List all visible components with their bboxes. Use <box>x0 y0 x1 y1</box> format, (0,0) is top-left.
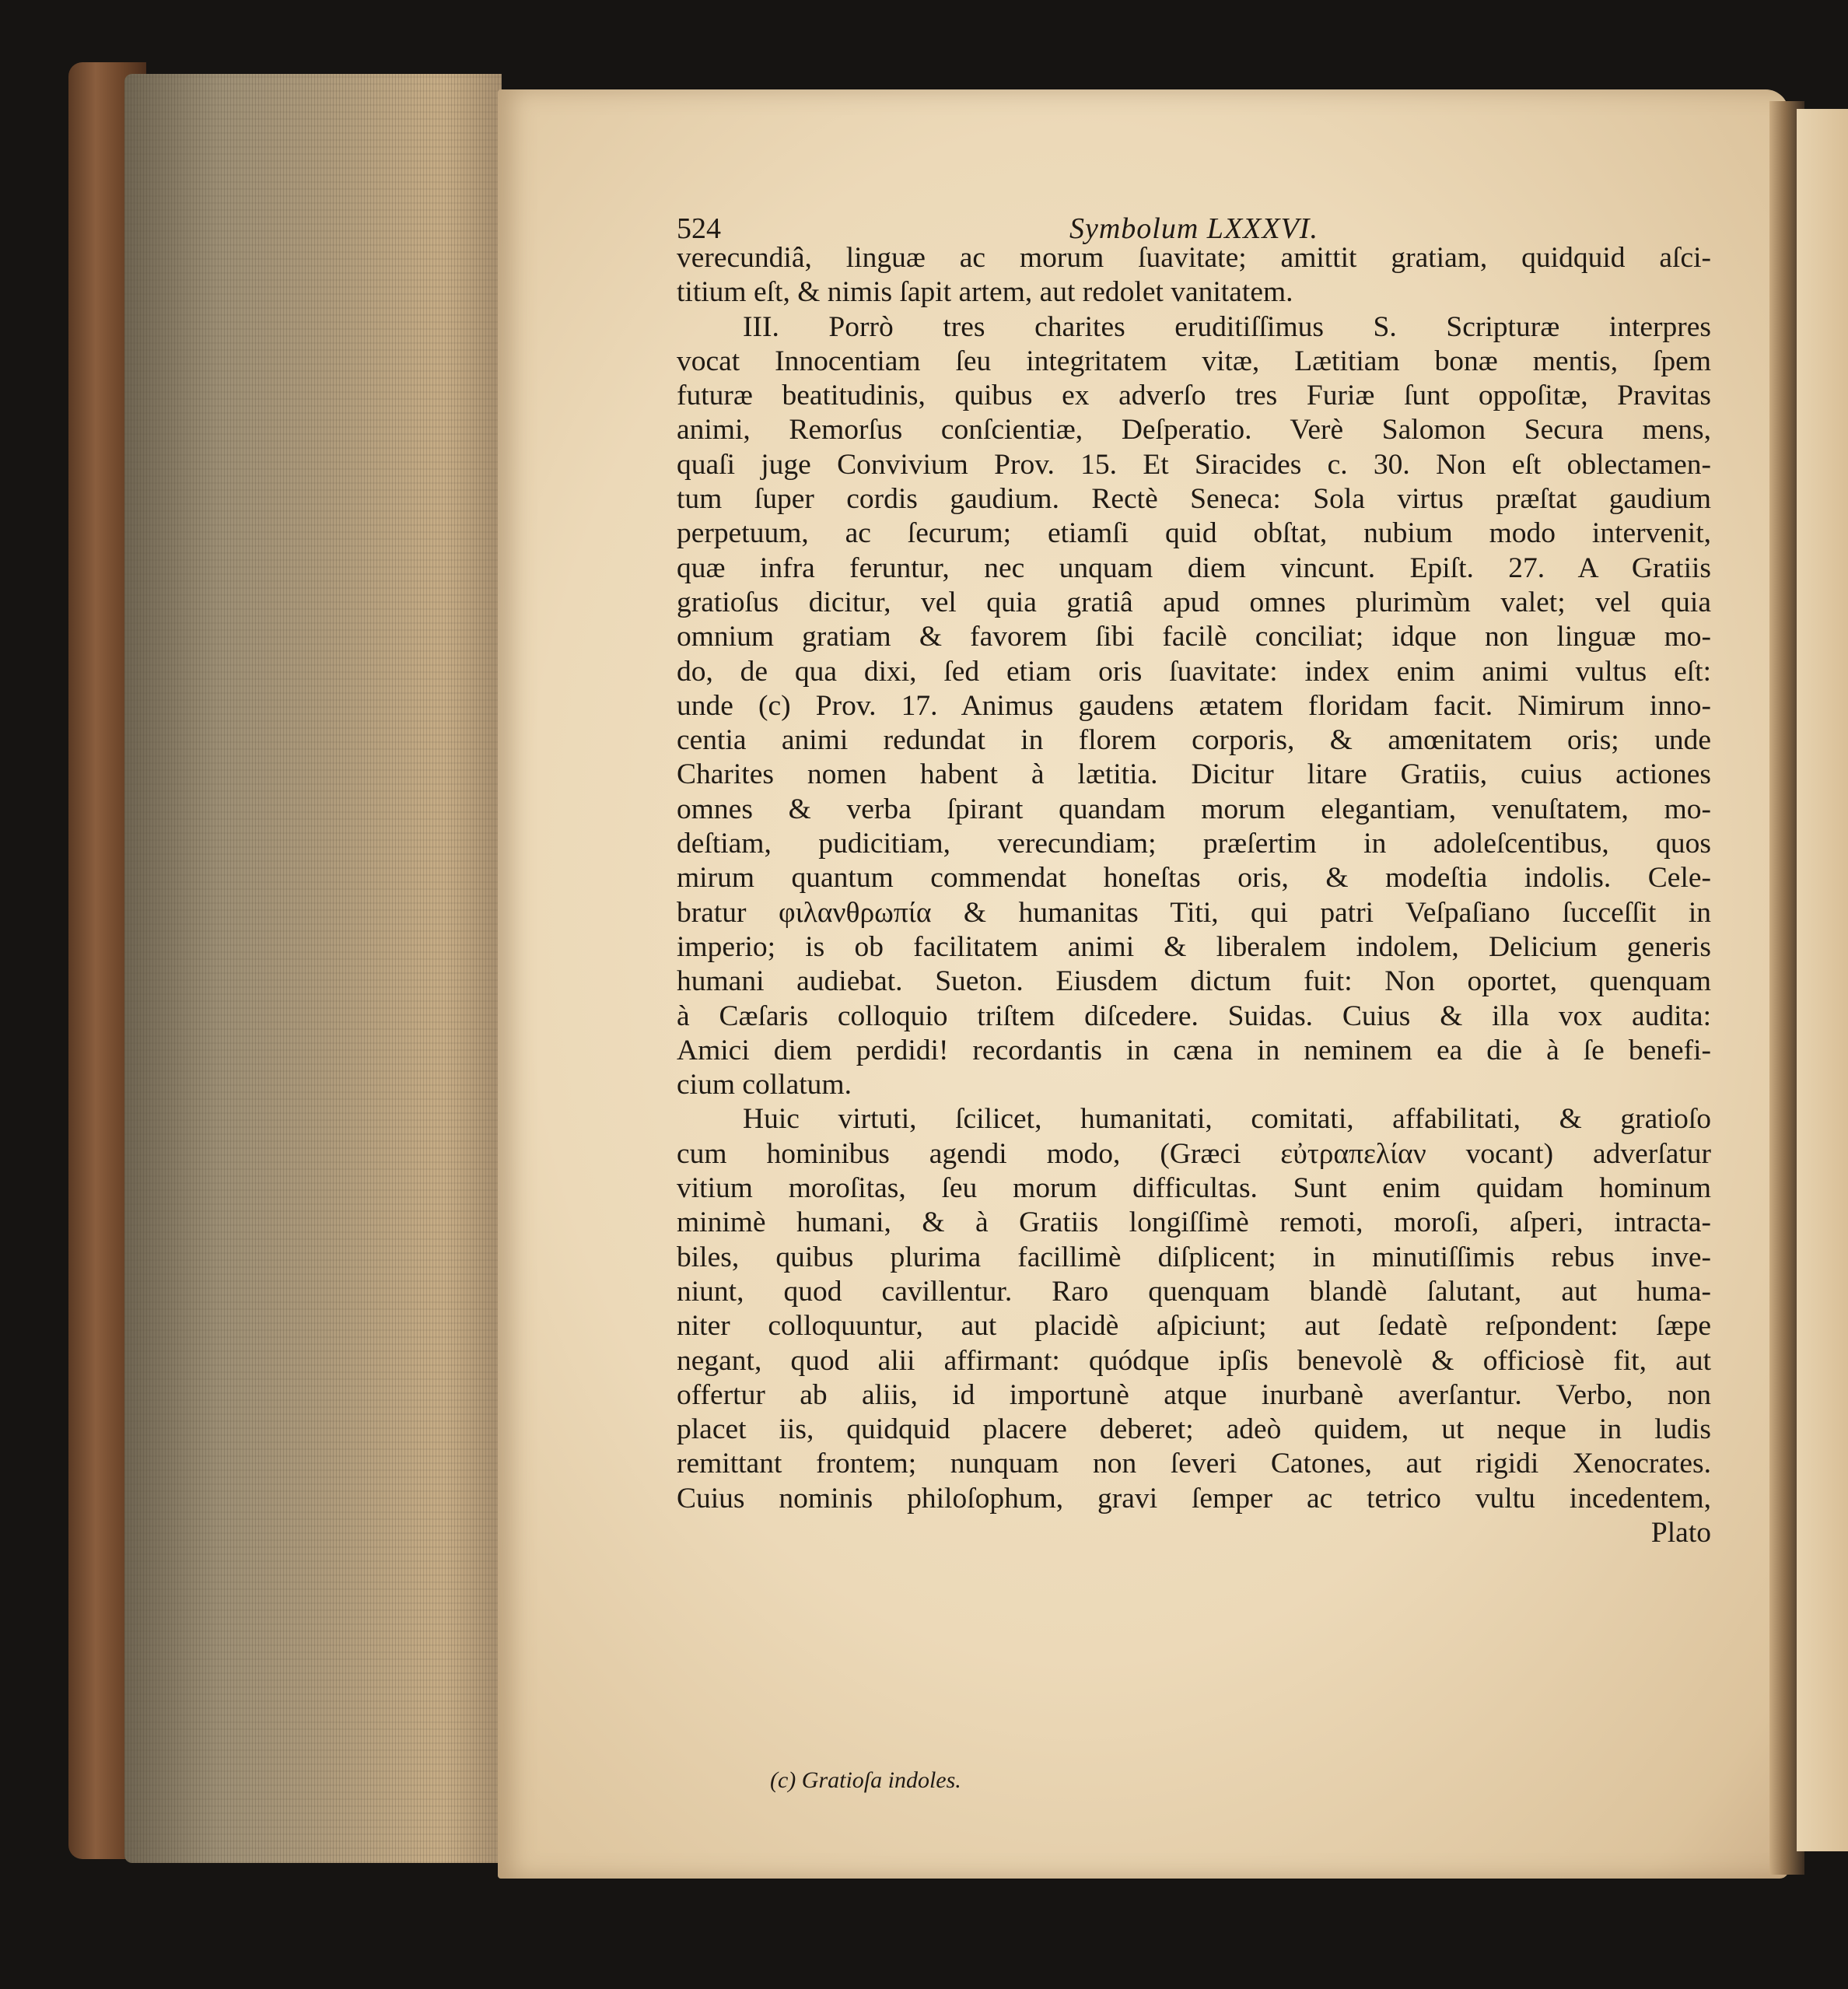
running-header <box>677 204 1711 245</box>
text-line: niter colloquuntur, aut placidè aſpiciunt; aut ſedatè reſpondent: ſæpe <box>677 1310 1711 1343</box>
text-line: offertur ab aliis, id importunè atque inurbanè averſantur. Verbo, non <box>677 1378 1711 1411</box>
facing-page-edge <box>1797 109 1848 1851</box>
text-line: Cuius nominis philoſophum, gravi ſemper ac tetrico vultu incedentem, <box>677 1482 1711 1515</box>
page-edges <box>124 74 502 1863</box>
text-line: mirum quantum commendat honeſtas oris, & modeſtia indolis. Cele- <box>677 862 1711 895</box>
text-line: omnes & verba ſpirant quandam morum elegantiam, venuſtatem, mo- <box>677 793 1711 825</box>
text-line: à Cæſaris colloquio triſtem diſcedere. Suidas. Cuius & illa vox audita: <box>677 1000 1711 1032</box>
text-line: minimè humani, & à Gratiis longiſſimè remoti, moroſi, aſperi, intracta- <box>677 1206 1711 1239</box>
text-line: centia animi redundat in florem corporis, & amœnitatem oris; unde <box>677 724 1711 757</box>
text-line: vitium moroſitas, ſeu morum difficultas. Sunt enim quidam hominum <box>677 1172 1711 1205</box>
text-line: perpetuum, ac ſecurum; etiamſi quid obſtat, nubium modo intervenit, <box>677 517 1711 550</box>
text-line: Huic virtuti, ſcilicet, humanitati, comitati, affabilitati, & gratioſo <box>743 1103 1711 1136</box>
text-line: biles, quibus plurima facillimè diſplicent; in minutiſſimis rebus inve- <box>677 1241 1711 1273</box>
text-line: cum hominibus agendi modo, (Græci εὐτραπελίαν vocant) adverſatur <box>677 1137 1711 1170</box>
text-line: vocat Innocentiam ſeu integritatem vitæ, Lætitiam bonæ mentis, ſpem <box>677 345 1711 377</box>
text-line: quaſi juge Convivium Prov. 15. Et Siracides c. 30. Non eſt oblectamen- <box>677 448 1711 481</box>
text-line: bratur φιλανθρωπία & humanitas Titi, qui patri Veſpaſiano ſucceſſit in <box>677 896 1711 929</box>
text-line: Charites nomen habent à lætitia. Dicitur litare Gratiis, cuius actiones <box>677 758 1711 791</box>
text-line: deſtiam, pudicitiam, verecundiam; præſertim in adoleſcentibus, quos <box>677 828 1711 860</box>
text-line: futuræ beatitudinis, quibus ex adverſo tres Furiæ ſunt oppoſitæ, Pravitas <box>677 380 1711 412</box>
text-line: gratioſus dicitur, vel quia gratiâ apud omnes plurimùm valet; vel quia <box>677 586 1711 618</box>
text-line: humani audiebat. Sueton. Eiusdem dictum fuit: Non oportet, quenquam <box>677 965 1711 998</box>
text-line: verecundiâ, linguæ ac morum ſuavitate; amittit gratiam, quidquid aſci- <box>677 242 1711 274</box>
text-line: animi, Remorſus conſcientiæ, Deſperatio. Verè Salomon Secura mens, <box>677 414 1711 446</box>
catchword: Plato <box>1650 1516 1711 1549</box>
text-line: remittant frontem; nunquam non ſeveri Catones, aut rigidi Xenocrates. <box>677 1448 1711 1480</box>
text-line: omnium gratiam & favorem ſibi facilè conciliat; idque non linguæ mo- <box>677 621 1711 653</box>
text-line: quæ infra feruntur, nec unquam diem vincunt. Epiſt. 27. A Gratiis <box>677 552 1711 584</box>
text-line: imperio; is ob facilitatem animi & liberalem indolem, Delicium generis <box>677 930 1711 963</box>
body-text <box>677 241 1711 1516</box>
running-title: Symbolum LXXXVI. <box>1069 212 1318 245</box>
text-line: placet iis, quidquid placere deberet; adeò quidem, ut neque in ludis <box>677 1413 1711 1446</box>
page-text <box>677 204 1711 1550</box>
text-line: cium collatum. <box>677 1069 852 1101</box>
page-number: 524 <box>677 212 721 245</box>
text-line: do, de qua dixi, ſed etiam oris ſuavitate: index enim animi vultus eſt: <box>677 655 1711 688</box>
footnote: (c) Gratioſa indoles. <box>770 1767 961 1793</box>
text-line: niunt, quod cavillentur. Raro quenquam blandè ſalutant, aut huma- <box>677 1275 1711 1308</box>
text-line: negant, quod alii affirmant: quódque ipſis benevolè & officiosè fit, aut <box>677 1344 1711 1377</box>
text-line: titium eſt, & nimis ſapit artem, aut redolet vanitatem. <box>677 276 1293 309</box>
text-line: Amici diem perdidi! recordantis in cæna in neminem ea die à ſe benefi- <box>677 1034 1711 1066</box>
text-line: tum ſuper cordis gaudium. Rectè Seneca: Sola virtus præſtat gaudium <box>677 483 1711 516</box>
text-line: III. Porrò tres charites eruditiſſimus S. Scripturæ interpres <box>743 310 1711 343</box>
text-line: unde (c) Prov. 17. Animus gaudens ætatem floridam facit. Nimirum inno- <box>677 689 1711 722</box>
